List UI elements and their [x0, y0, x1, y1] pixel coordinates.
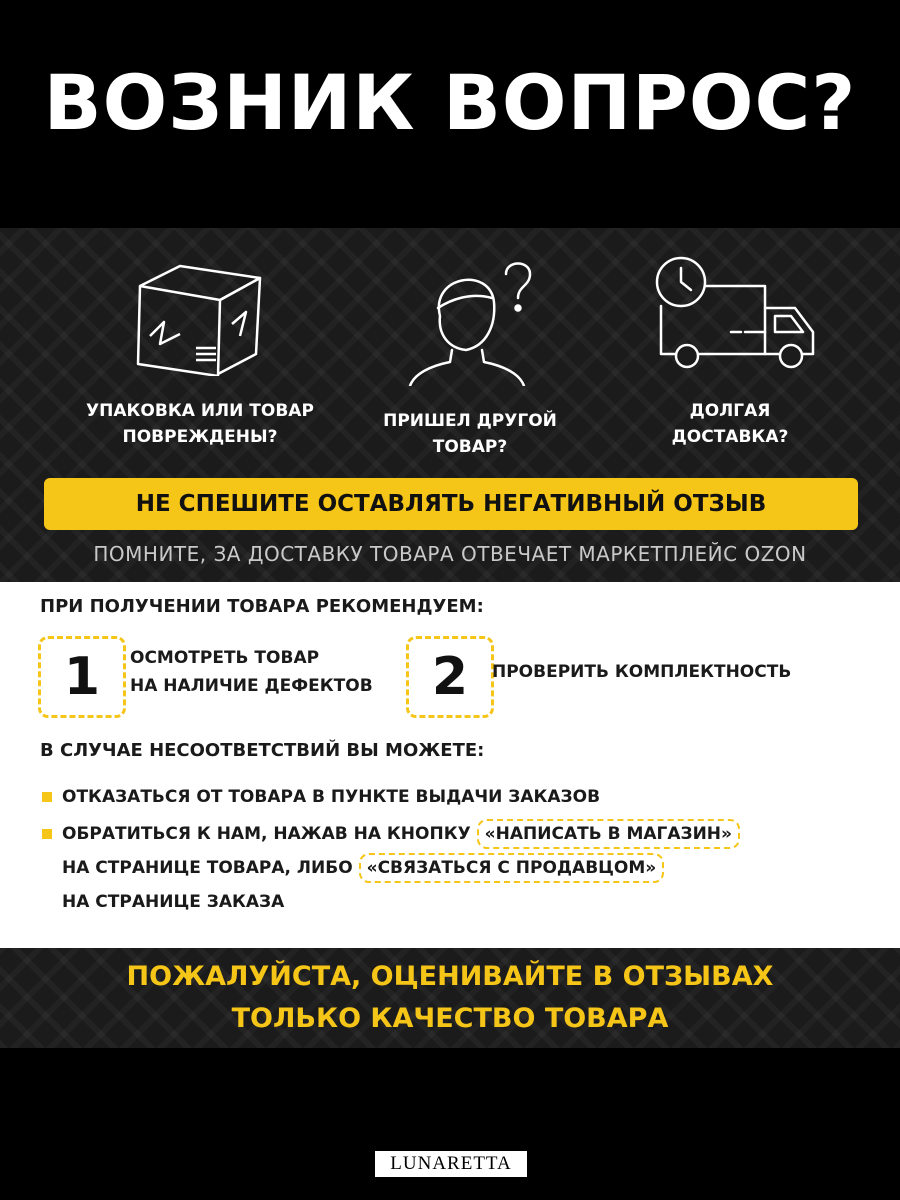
step-1-text: [130, 644, 373, 700]
recommendations-card: [0, 582, 900, 948]
ozon-note: ПОМНИТЕ, ЗА ДОСТАВКУ ТОВАРА ОТВЕЧАЕТ МАРКЕТПЛЕЙС OZON: [93, 542, 807, 566]
issue-long-delivery: [585, 228, 875, 450]
bullet-marker: [42, 792, 52, 802]
step-number-2: 2: [406, 636, 494, 718]
option-contact-text: ОБРАТИТЬСЯ К НАМ, НАЖАВ НА КНОПКУ: [62, 824, 471, 844]
write-to-store-label: «НАПИСАТЬ В МАГАЗИН»: [477, 819, 740, 849]
issue-label-line2: ТОВАР?: [432, 437, 508, 457]
page-title: ВОЗНИК ВОПРОС?: [43, 58, 857, 147]
review-request-line2: ТОЛЬКО КАЧЕСТВО ТОВАРА: [231, 1003, 669, 1034]
option-contact-line3: НА СТРАНИЦЕ ЗАКАЗА: [62, 892, 285, 912]
warning-banner: НЕ СПЕШИТЕ ОСТАВЛЯТЬ НЕГАТИВНЫЙ ОТЗЫВ: [44, 478, 858, 530]
option-contact-text: НА СТРАНИЦЕ ТОВАРА, ЛИБО: [62, 858, 353, 878]
contact-seller-label: «СВЯЗАТЬСЯ С ПРОДАВЦОМ»: [359, 853, 665, 883]
issue-damaged: [55, 228, 345, 450]
option-contact-line2: [62, 851, 664, 885]
review-request: [0, 956, 900, 1040]
info-panel: [0, 228, 900, 1048]
review-request-line1: ПОЖАЛУЙСТА, ОЦЕНИВАЙТЕ В ОТЗЫВАХ: [126, 961, 774, 992]
brand-logo: LUNARETTA: [375, 1151, 527, 1177]
damaged-box-icon: [120, 246, 280, 376]
issue-label-line1: ДОЛГАЯ: [689, 401, 771, 421]
issue-label-line1: ПРИШЕЛ ДРУГОЙ: [383, 411, 557, 431]
issue-wrong-item: [325, 228, 615, 460]
bullet-marker: [42, 829, 52, 839]
delivery-truck-clock-icon: [635, 246, 825, 376]
step-2-text: ПРОВЕРИТЬ КОМПЛЕКТНОСТЬ: [492, 662, 792, 682]
step-1-line2: НА НАЛИЧИЕ ДЕФЕКТОВ: [130, 676, 373, 696]
step-number-1: 1: [38, 636, 126, 718]
issue-label-line2: ДОСТАВКА?: [671, 427, 789, 447]
option-contact-line1: [62, 817, 740, 851]
step-1-line1: ОСМОТРЕТЬ ТОВАР: [130, 648, 320, 668]
recommend-title: ПРИ ПОЛУЧЕНИИ ТОВАРА РЕКОМЕНДУЕМ:: [40, 596, 484, 617]
option-refuse: ОТКАЗАТЬСЯ ОТ ТОВАРА В ПУНКТЕ ВЫДАЧИ ЗАКАЗОВ: [62, 787, 601, 807]
person-question-icon: [390, 246, 550, 386]
issue-label-line1: УПАКОВКА ИЛИ ТОВАР: [86, 401, 314, 421]
options-title: В СЛУЧАЕ НЕСООТВЕТСТВИЙ ВЫ МОЖЕТЕ:: [40, 740, 485, 761]
issue-label-line2: ПОВРЕЖДЕНЫ?: [122, 427, 278, 447]
